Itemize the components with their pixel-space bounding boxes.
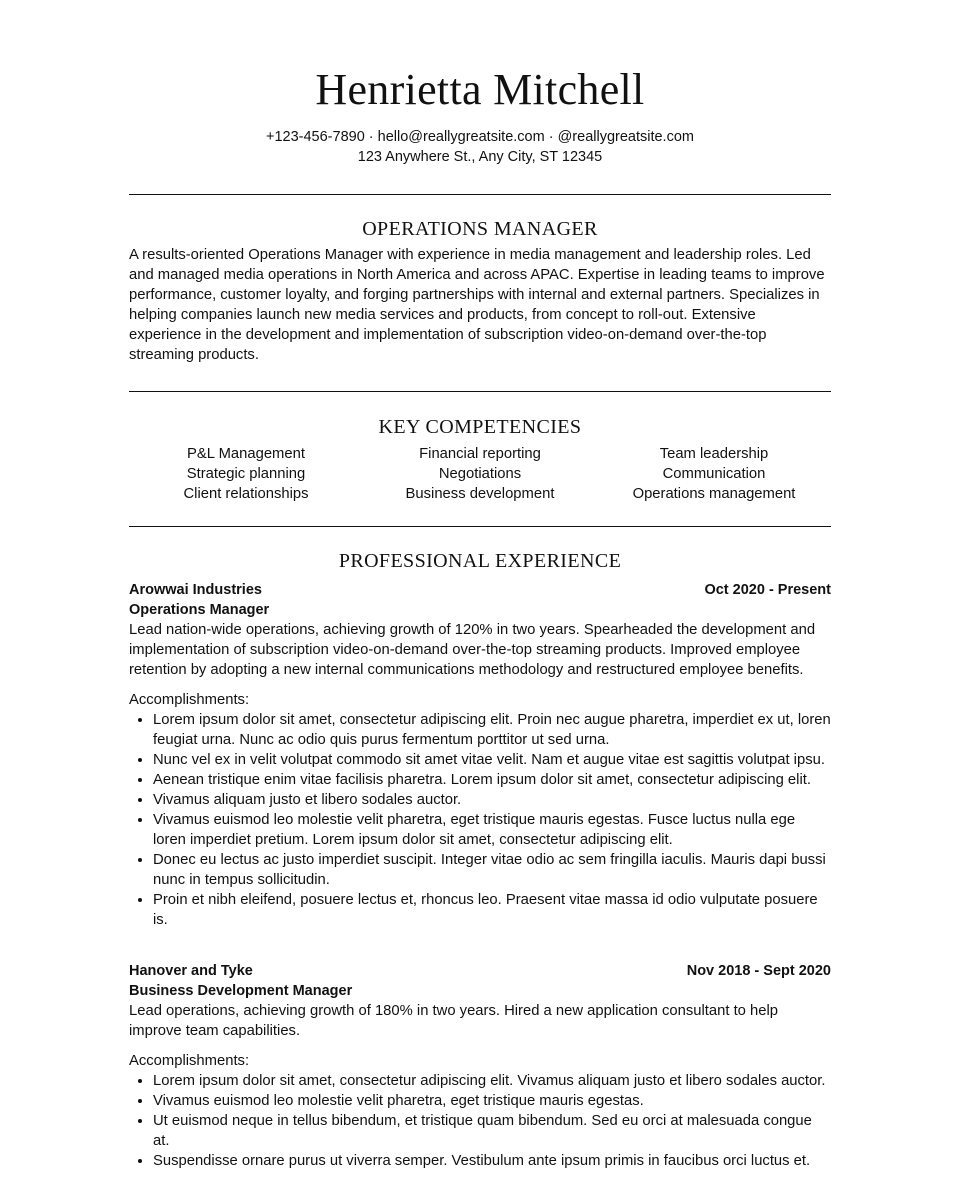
competency-item: Negotiations	[438, 466, 522, 482]
divider	[129, 391, 831, 392]
job-entry	[129, 961, 831, 1171]
accomplishments-list	[129, 1071, 831, 1171]
job-header	[129, 580, 831, 600]
competencies-heading: KEY COMPETENCIES	[378, 416, 582, 438]
list-item: • Donec eu lectus ac justo imperdiet suscipit. Integer vitae odio ac sem fringilla iaculis. Mauris dapi bussi nunc in tempus sollicitudin.	[153, 850, 831, 890]
contact-line: +123-456-7890 · hello@reallygreatsite.com · @reallygreatsite.com	[266, 129, 694, 145]
list-item: • Aenean tristique enim vitae facilisis pharetra. Lorem ipsum dolor sit amet, consectetur adipiscing elit.	[153, 770, 831, 790]
list-item: • Ut euismod neque in tellus bibendum, et tristique quam bibendum. Sed eu orci at malesuada congue at.	[153, 1111, 831, 1151]
competency-item: Operations management	[632, 486, 796, 502]
job-dates: Nov 2018 - Sept 2020	[686, 963, 831, 979]
competency-item: Client relationships	[183, 486, 309, 502]
list-item: • Vivamus aliquam justo et libero sodales auctor.	[153, 790, 831, 810]
list-item: • Proin et nibh eleifend, posuere lectus et, rhoncus leo. Praesent vitae massa id odio vulputate posuere is.	[153, 890, 831, 930]
job-dates: Oct 2020 - Present	[704, 582, 831, 598]
list-item: • Suspendisse ornare purus ut viverra semper. Vestibulum ante ipsum primis in faucibus orci luctus et.	[153, 1151, 831, 1171]
competencies-column	[129, 444, 363, 504]
list-item: • Vivamus euismod leo molestie velit pharetra, eget tristique mauris egestas. Fusce luctus nulla ege loren imperdiet pretium. Lorem ipsum dolor sit amet, consectetur adipiscing elit.	[153, 810, 831, 850]
experience-heading: PROFESSIONAL EXPERIENCE	[338, 550, 622, 572]
divider	[129, 194, 831, 195]
competencies-column	[363, 444, 597, 504]
competency-item: Business development	[405, 486, 555, 502]
competency-item: Strategic planning	[186, 466, 306, 482]
job-description: Lead nation-wide operations, achieving growth of 120% in two years. Spearheaded the development and implementation of subscription video-on-demand over-the-top streaming products. Improved employee retention by adopting a new internal communications methodology and restructured employee benefits.	[129, 622, 816, 678]
job-company: Hanover and Tyke	[129, 963, 253, 979]
list-item: • Lorem ipsum dolor sit amet, consectetur adipiscing elit. Proin nec augue pharetra, imperdiet ex ut, loren feugiat urna. Nunc ac odio quis purus fermentum porttitor ut sed urna.	[153, 710, 831, 750]
list-item: • Vivamus euismod leo molestie velit pharetra, eget tristique mauris egestas.	[153, 1091, 831, 1111]
list-item: • Nunc vel ex in velit volutpat commodo sit amet vitae velit. Nam et augue vitae est sagittis volutpat ipsu.	[153, 750, 831, 770]
summary-heading: OPERATIONS MANAGER	[362, 218, 598, 240]
competency-item: Team leadership	[659, 446, 769, 462]
address-line: 123 Anywhere St., Any City, ST 12345	[357, 149, 603, 165]
job-role: Operations Manager	[129, 602, 270, 618]
accomplishments-label: Accomplishments:	[129, 692, 250, 708]
job-header	[129, 961, 831, 981]
competencies-column	[597, 444, 831, 504]
candidate-name: Henrietta Mitchell	[315, 65, 645, 114]
job-role: Business Development Manager	[129, 983, 353, 999]
job-entry	[129, 580, 831, 930]
competency-item: Communication	[662, 466, 766, 482]
competency-item: P&L Management	[187, 446, 305, 462]
job-description: Lead operations, achieving growth of 180% in two years. Hired a new application consultant to help improve team capabilities.	[129, 1003, 778, 1039]
competencies-grid	[129, 444, 831, 504]
divider	[129, 526, 831, 527]
competency-item: Financial reporting	[419, 446, 541, 462]
accomplishments-list	[129, 710, 831, 930]
list-item: • Lorem ipsum dolor sit amet, consectetur adipiscing elit. Vivamus aliquam justo et libero sodales auctor.	[153, 1071, 831, 1091]
accomplishments-label: Accomplishments:	[129, 1053, 250, 1069]
summary-text: A results-oriented Operations Manager with experience in media management and leadership roles. Led and managed media operations in North America and across APAC. Expertise in leading teams to improve performance, customer loyalty, and forging partnerships with internal and external partners. Specializes in helping companies launch new media services and products, from concept to roll-out. Extensive experience in the development and implementation of subscription video-on-demand over-the-top streaming products.	[129, 247, 825, 363]
job-company: Arowwai Industries	[129, 582, 262, 598]
